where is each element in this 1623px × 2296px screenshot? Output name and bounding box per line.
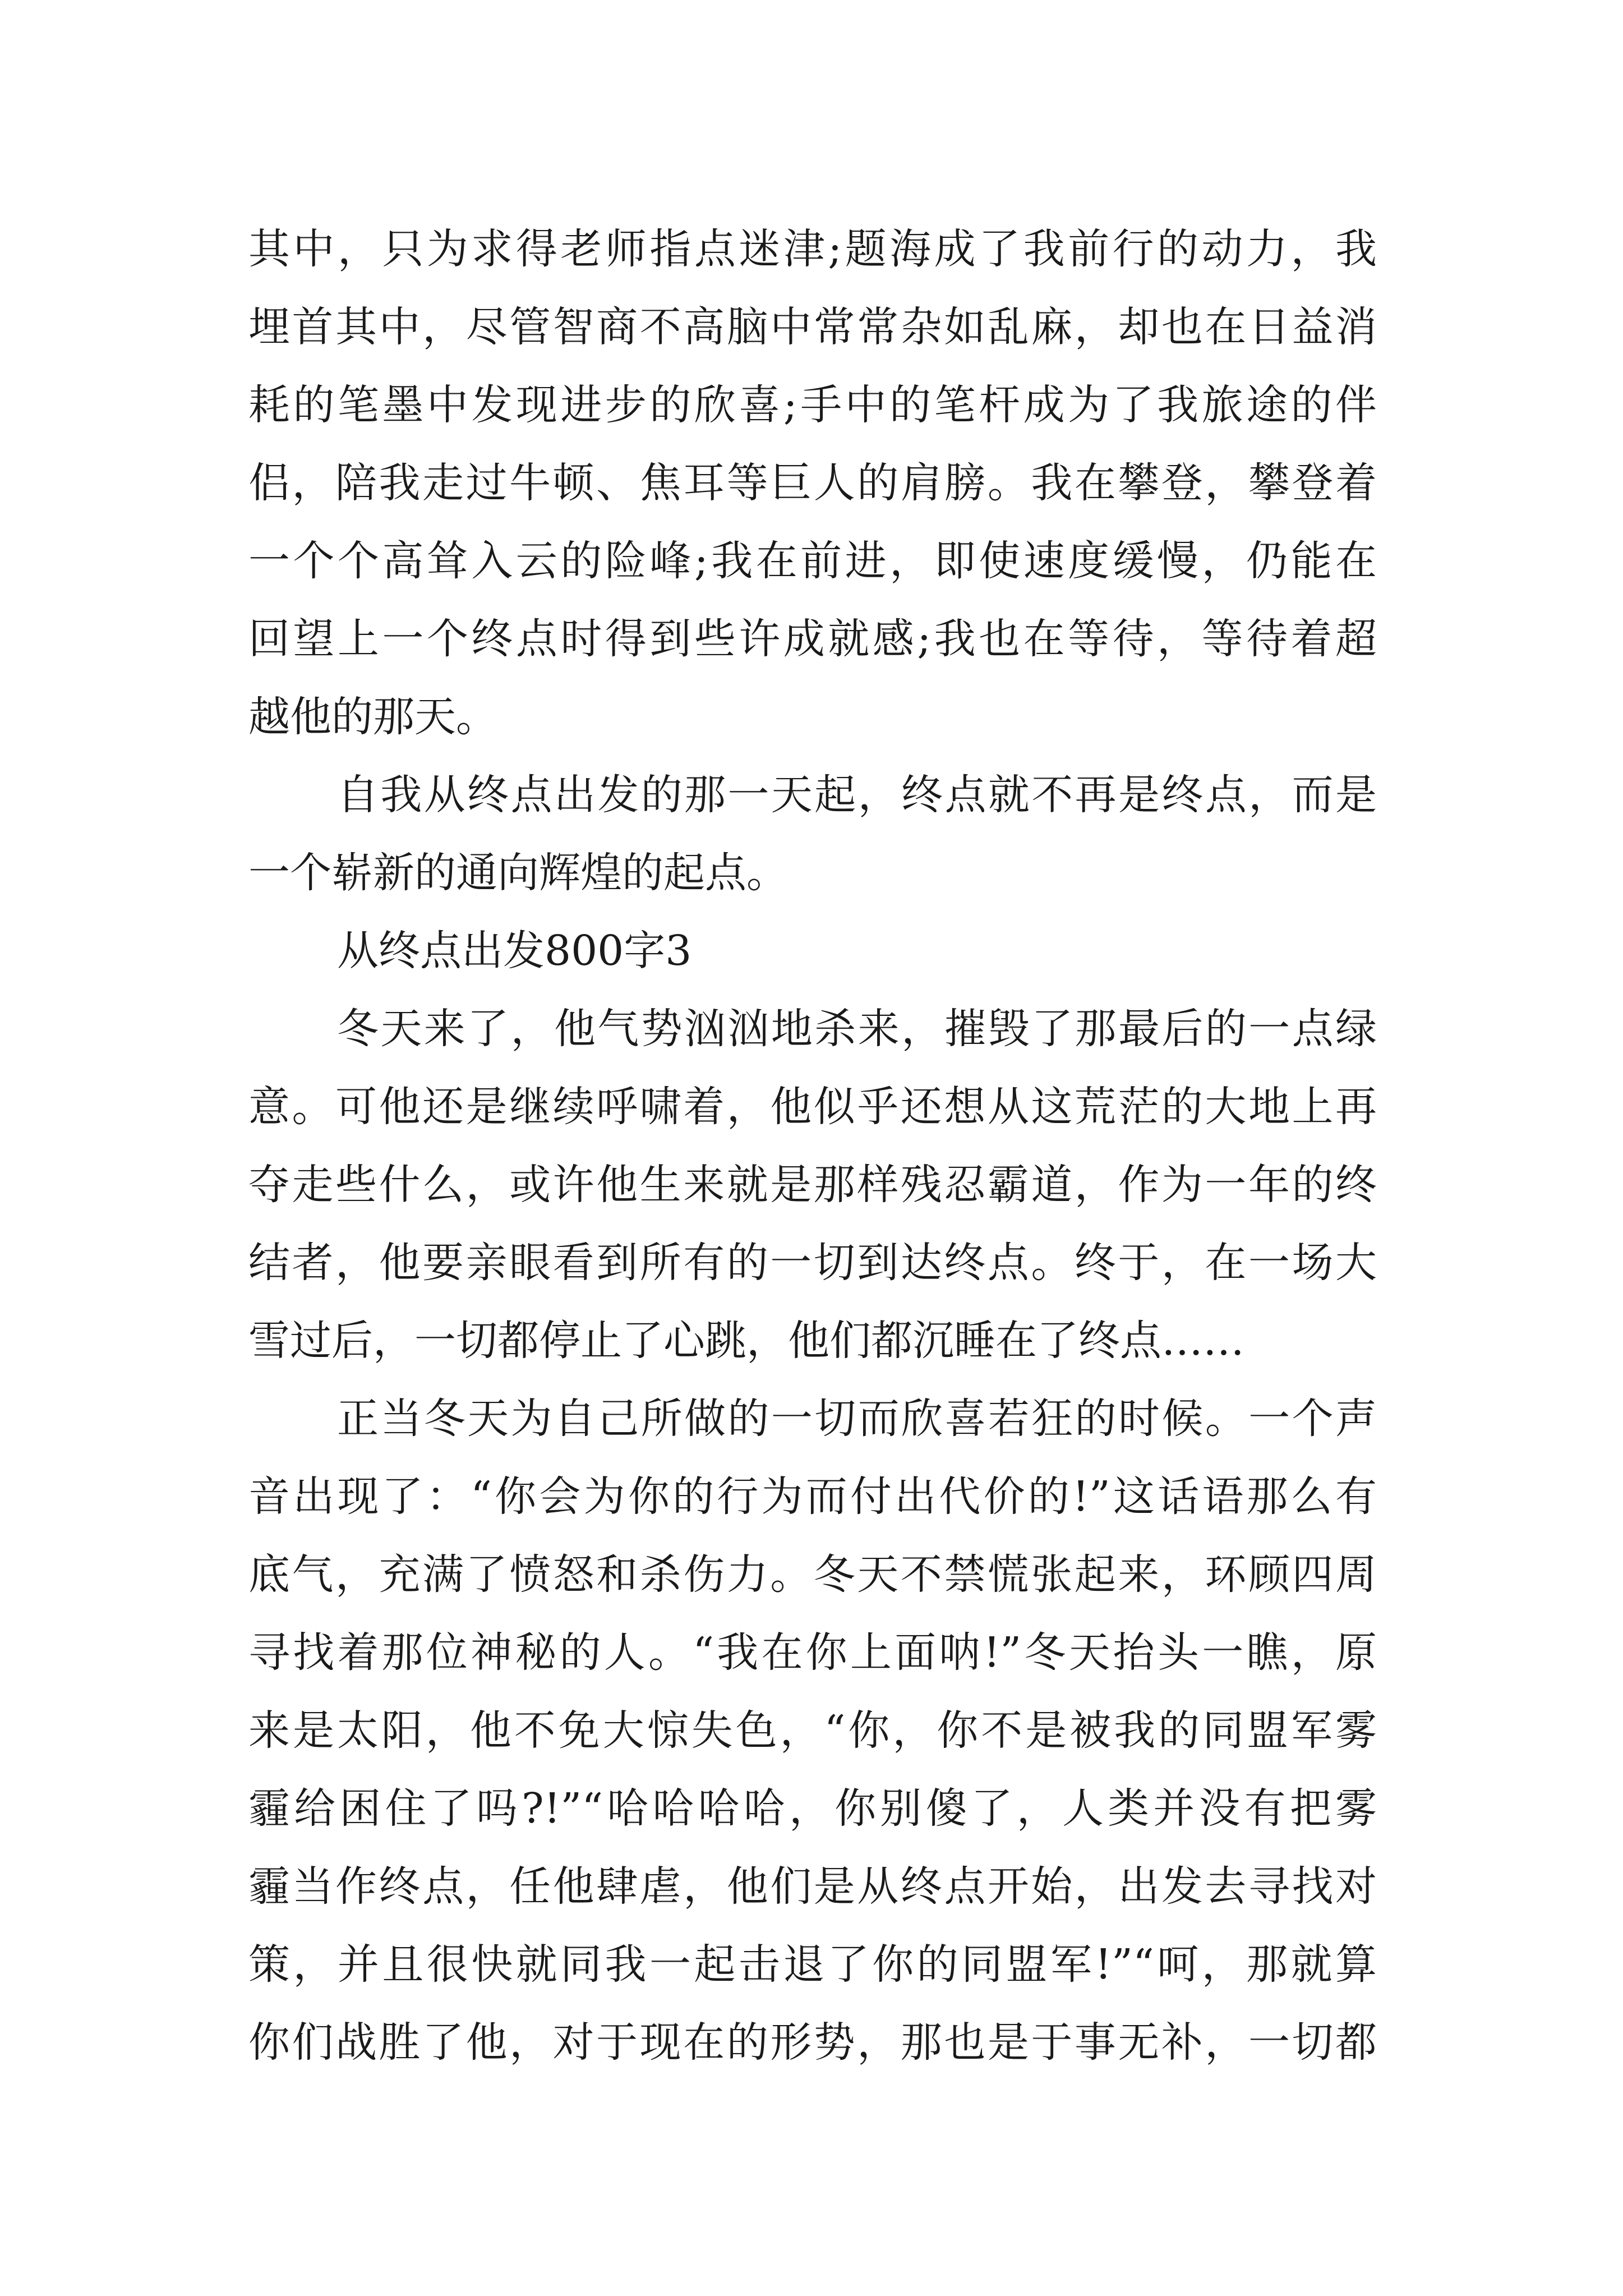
text-line: 一个个高耸入云的险峰;我在前进，即使速度缓慢，仍能在: [248, 537, 1377, 585]
text-line: 埋首其中，尽管智商不高脑中常常杂如乱麻，却也在日益消: [248, 303, 1377, 351]
text-line: 霾给困住了吗?!”“哈哈哈哈，你别傻了，人类并没有把雾: [248, 1784, 1377, 1833]
text-line: 一个崭新的通向辉煌的起点。: [248, 849, 788, 897]
text-line: 音出现了：“你会为你的行为而付出代价的!”这话语那么有: [248, 1473, 1377, 1521]
document-body: [248, 210, 1377, 2082]
text-line: 耗的笔墨中发现进步的欣喜;手中的笔杆成为了我旅途的伴: [248, 381, 1377, 429]
paragraph: [248, 756, 1377, 912]
text-line: 侣，陪我走过牛顿、焦耳等巨人的肩膀。我在攀登，攀登着: [248, 459, 1377, 507]
text-line: 策，并且很快就同我一起击退了你的同盟军!”“呵，那就算: [248, 1940, 1377, 1989]
text-line: 底气，充满了愤怒和杀伤力。冬天不禁慌张起来，环顾四周: [248, 1550, 1377, 1599]
text-line: 正当冬天为自己所做的一切而欣喜若狂的时候。一个声: [337, 1395, 1377, 1443]
text-line: 自我从终点出发的那一天起，终点就不再是终点，而是: [337, 771, 1377, 819]
text-line: 夺走些什么，或许他生来就是那样残忍霸道，作为一年的终: [248, 1161, 1377, 1209]
text-line: 结者，他要亲眼看到所有的一切到达终点。终于，在一场大: [248, 1239, 1377, 1287]
paragraph: [248, 1380, 1377, 2082]
text-line: 其中，只为求得老师指点迷津;题海成了我前行的动力，我: [248, 225, 1377, 273]
text-line: 寻找着那位神秘的人。“我在你上面呐!”冬天抬头一瞧，原: [248, 1628, 1377, 1677]
text-line: 回望上一个终点时得到些许成就感;我也在等待，等待着超: [248, 615, 1377, 663]
text-line: 意。可他还是继续呼啸着，他似乎还想从这荒茫的大地上再: [248, 1083, 1377, 1131]
paragraph: [248, 210, 1377, 756]
text-line: 雪过后，一切都停止了心跳，他们都沉睡在了终点……: [248, 1317, 1244, 1365]
paragraph: [248, 990, 1377, 1380]
text-line: 越他的那天。: [248, 693, 497, 741]
section-heading: [248, 912, 1377, 990]
heading-text: 从终点出发800字3: [337, 927, 692, 975]
text-line: 冬天来了，他气势汹汹地杀来，摧毁了那最后的一点绿: [337, 1005, 1377, 1053]
text-line: 你们战胜了他，对于现在的形势，那也是于事无补，一切都: [248, 2018, 1377, 2067]
text-line: 来是太阳，他不免大惊失色，“你，你不是被我的同盟军雾: [248, 1706, 1377, 1755]
text-line: 霾当作终点，任他肆虐，他们是从终点开始，出发去寻找对: [248, 1862, 1377, 1911]
